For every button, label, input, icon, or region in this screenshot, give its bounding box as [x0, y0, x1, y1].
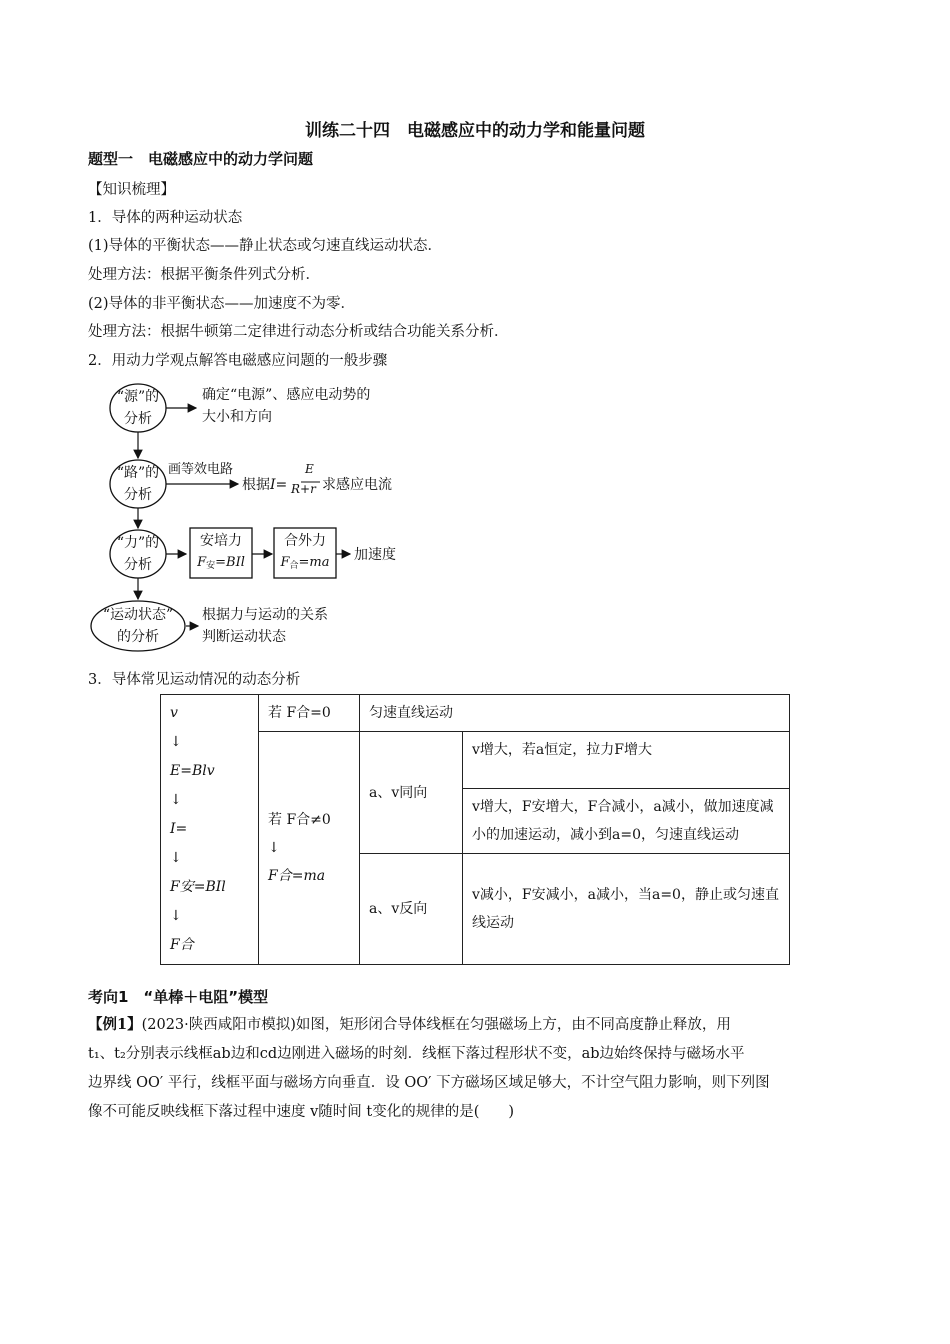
point-1b-method: 处理方法：根据牛顿第二定律进行动态分析或结合功能关系分析． [88, 324, 509, 340]
analysis-flowchart [86, 378, 426, 668]
point-1: 1．导体的两种运动状态 [88, 210, 243, 226]
point-2: 2．用动力学观点解答电磁感应问题的一般步骤 [88, 353, 388, 369]
box-net-force: 合外力 $F_合=ma$ [280, 533, 330, 571]
fraction-denominator: R+r [291, 482, 316, 496]
box-ampere-force: 安培力 $F_安=BIl$ [197, 533, 245, 571]
fraction-numerator: E [305, 462, 314, 476]
cell-same-result-2: v增大，F安增大，F合减小，a减小，做加速度减小的加速运动，减小到a=0，匀速直线运动 [463, 789, 790, 854]
node-circuit-text-post: 求感应电流 [322, 477, 392, 493]
kaoxiang-heading: 考向1 “单棒＋电阻”模型 [88, 988, 269, 1006]
cell-cond-nonzero: 若 F合≠0 ↓ F合=ma [259, 732, 360, 965]
point-1a-method: 处理方法：根据平衡条件列式分析． [88, 267, 320, 283]
node-circuit-text: 根据I= [242, 477, 288, 493]
point-1b: (2)导体的非平衡状态——加速度不为零． [88, 296, 356, 312]
section-heading: 题型一 电磁感应中的动力学问题 [88, 150, 314, 168]
cell-uniform-motion: 匀速直线运动 [360, 695, 790, 732]
example-line-3: 边界线 OO′ 平行，线框平面与磁场方向垂直．设 OO′ 下方磁场区域足够大，不计空气阻力影响，则下列图 [88, 1075, 770, 1091]
example-line-1: (2023·陕西咸阳市模拟)如图，矩形闭合导体线框在匀强磁场上方，由不同高度静止释放，用 [141, 1017, 731, 1033]
cell-cond-zero: 若 F合=0 [259, 695, 360, 732]
knowledge-label: 【知识梳理】 [88, 182, 175, 198]
dynamic-analysis-table [160, 694, 790, 965]
node-source: “源”的 分析 [116, 389, 160, 427]
node-motion-state-text: 根据力与运动的关系 判断运动状态 [202, 607, 328, 645]
node-force: “力”的 分析 [116, 535, 160, 573]
cell-opposite-result: v减小，F安减小，a减小，当a=0，静止或匀速直线运动 [463, 854, 790, 965]
node-circuit-label: 画等效电路 [168, 462, 234, 477]
cell-same-result-1: v增大，若a恒定，拉力F增大 [463, 732, 790, 789]
node-motion-state: “运动状态” 的分析 [102, 607, 174, 645]
page-title: 训练二十四 电磁感应中的动力学和能量问题 [305, 121, 645, 141]
node-source-text: 确定“电源”、感应电动势的 大小和方向 [202, 387, 371, 425]
example-line-4: 像不可能反映线框下落过程中速度 v随时间 t变化的规律的是( ) [88, 1104, 515, 1120]
cell-same-direction: a、v同向 [360, 732, 463, 854]
example-line-2: t₁、t₂分别表示线框ab边和cd边刚进入磁场的时刻．线框下落过程形状不变，ab边始终保持与磁场水平 [88, 1046, 745, 1062]
point-3: 3．导体常见运动情况的动态分析 [88, 672, 301, 688]
example-1 [88, 1010, 868, 1127]
node-circuit: “路”的 分析 [116, 465, 160, 503]
example-label: 【例1】 [88, 1016, 142, 1033]
cell-causal-chain: v ↓ E=Blv ↓ I= ↓ F安=BIl ↓ F合 [161, 695, 259, 965]
point-1a: (1)导体的平衡状态——静止状态或匀速直线运动状态． [88, 238, 443, 254]
node-acceleration: 加速度 [354, 547, 396, 563]
cell-opposite-direction: a、v反向 [360, 854, 463, 965]
